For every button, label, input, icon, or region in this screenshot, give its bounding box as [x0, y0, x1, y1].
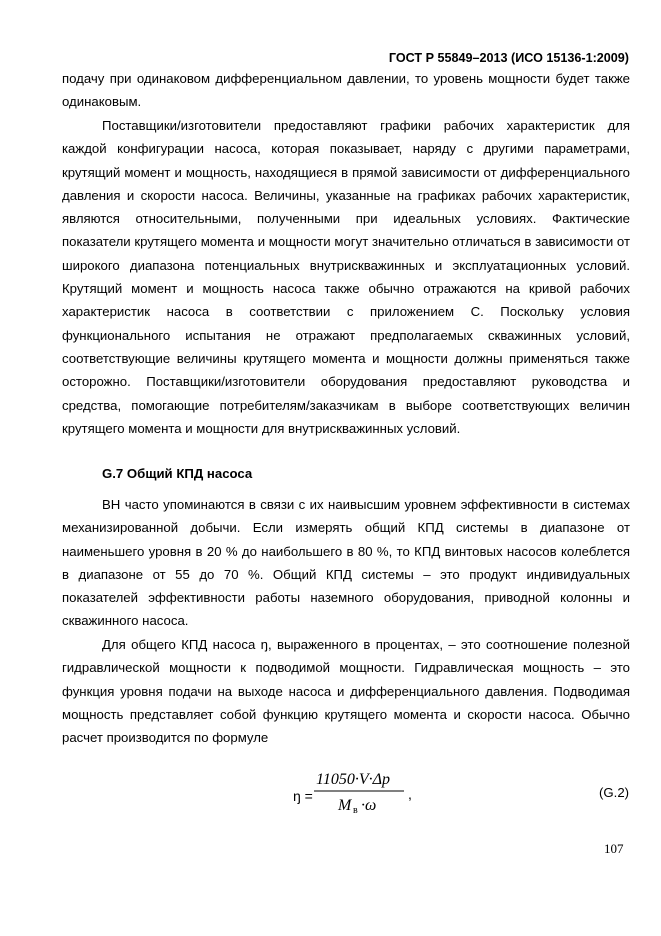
paragraph-performance-charts: Поставщики/изготовители предоставляют графики рабочих характеристик для каждой конфигурации насоса, которая показывает, наряду с другими параметрами, крутящий момент и мощность, находящиеся в прямой зависимости от дифференциального давления и скорости насоса. Величины, указанные на графиках рабочих характеристик, являются относительными, полученными при идеальных условиях. Фактические показатели крутящего момента и мощности могут значительно отличаться в зависимости от широкого диапазона потенциальных внутрискважинных и эксплуатационных условий. Крутящий момент и мощность насоса также обычно отражаются на кривой рабочих характеристик насоса в соответствии с приложением С. Поскольку условия функционального испытания не отражают предполагаемых скважинных условий, соответствующие величины крутящего момента и мощности должны применяться также осторожно. Поставщики/изготовители оборудования предоставляют руководства и средства, помогающие потребителям/заказчикам в выборе соответствующих величин крутящего момента и мощности для внутрискважинных условий.: [62, 118, 630, 436]
formula-denominator-m: M: [338, 797, 352, 814]
paragraph-system-efficiency: ВН часто упоминаются в связи с их наивысшим уровнем эффективности в системах механизированной добычи. Если измерять общий КПД системы в диапазоне от наименьшего уровня в 20 % до наибольшего в 80 %, то КПД винтовых насосов колеблется в диапазоне от 55 до 70 %. Общий КПД системы – это продукт индивидуальных показателей эффективности работы наземного оборудования, приводной колонны и скважинного насоса.: [62, 497, 630, 629]
formula-trailing-comma: ,: [408, 786, 412, 802]
document-header: ГОСТ Р 55849–2013 (ИСО 15136-1:2009): [388, 51, 629, 65]
page-number: 107: [604, 841, 624, 856]
formula-denominator-sub: в: [353, 805, 358, 816]
equation-number: (G.2): [599, 785, 630, 800]
paragraph-continuation: подачу при одинаковом дифференциальном давлении, то уровень мощности будет также одинаковым.: [62, 71, 630, 110]
section-heading-g7: G.7 Общий КПД насоса: [102, 466, 253, 481]
formula-lhs: ŋ =: [293, 788, 313, 804]
paragraph-pump-efficiency: Для общего КПД насоса ŋ, выраженного в процентах, – это соотношение полезной гидравлической мощности к подводимой мощности. Гидравлическая мощность – это функция уровня подачи на выходе насоса и дифференциального давления. Подводимая мощность представляет собой функцию крутящего момента и скорости насоса. Обычно расчет производится по формуле: [62, 637, 630, 746]
formula-numerator: 11050·V·Δp: [316, 771, 390, 788]
formula-denominator-rest: ·ω: [361, 797, 377, 814]
